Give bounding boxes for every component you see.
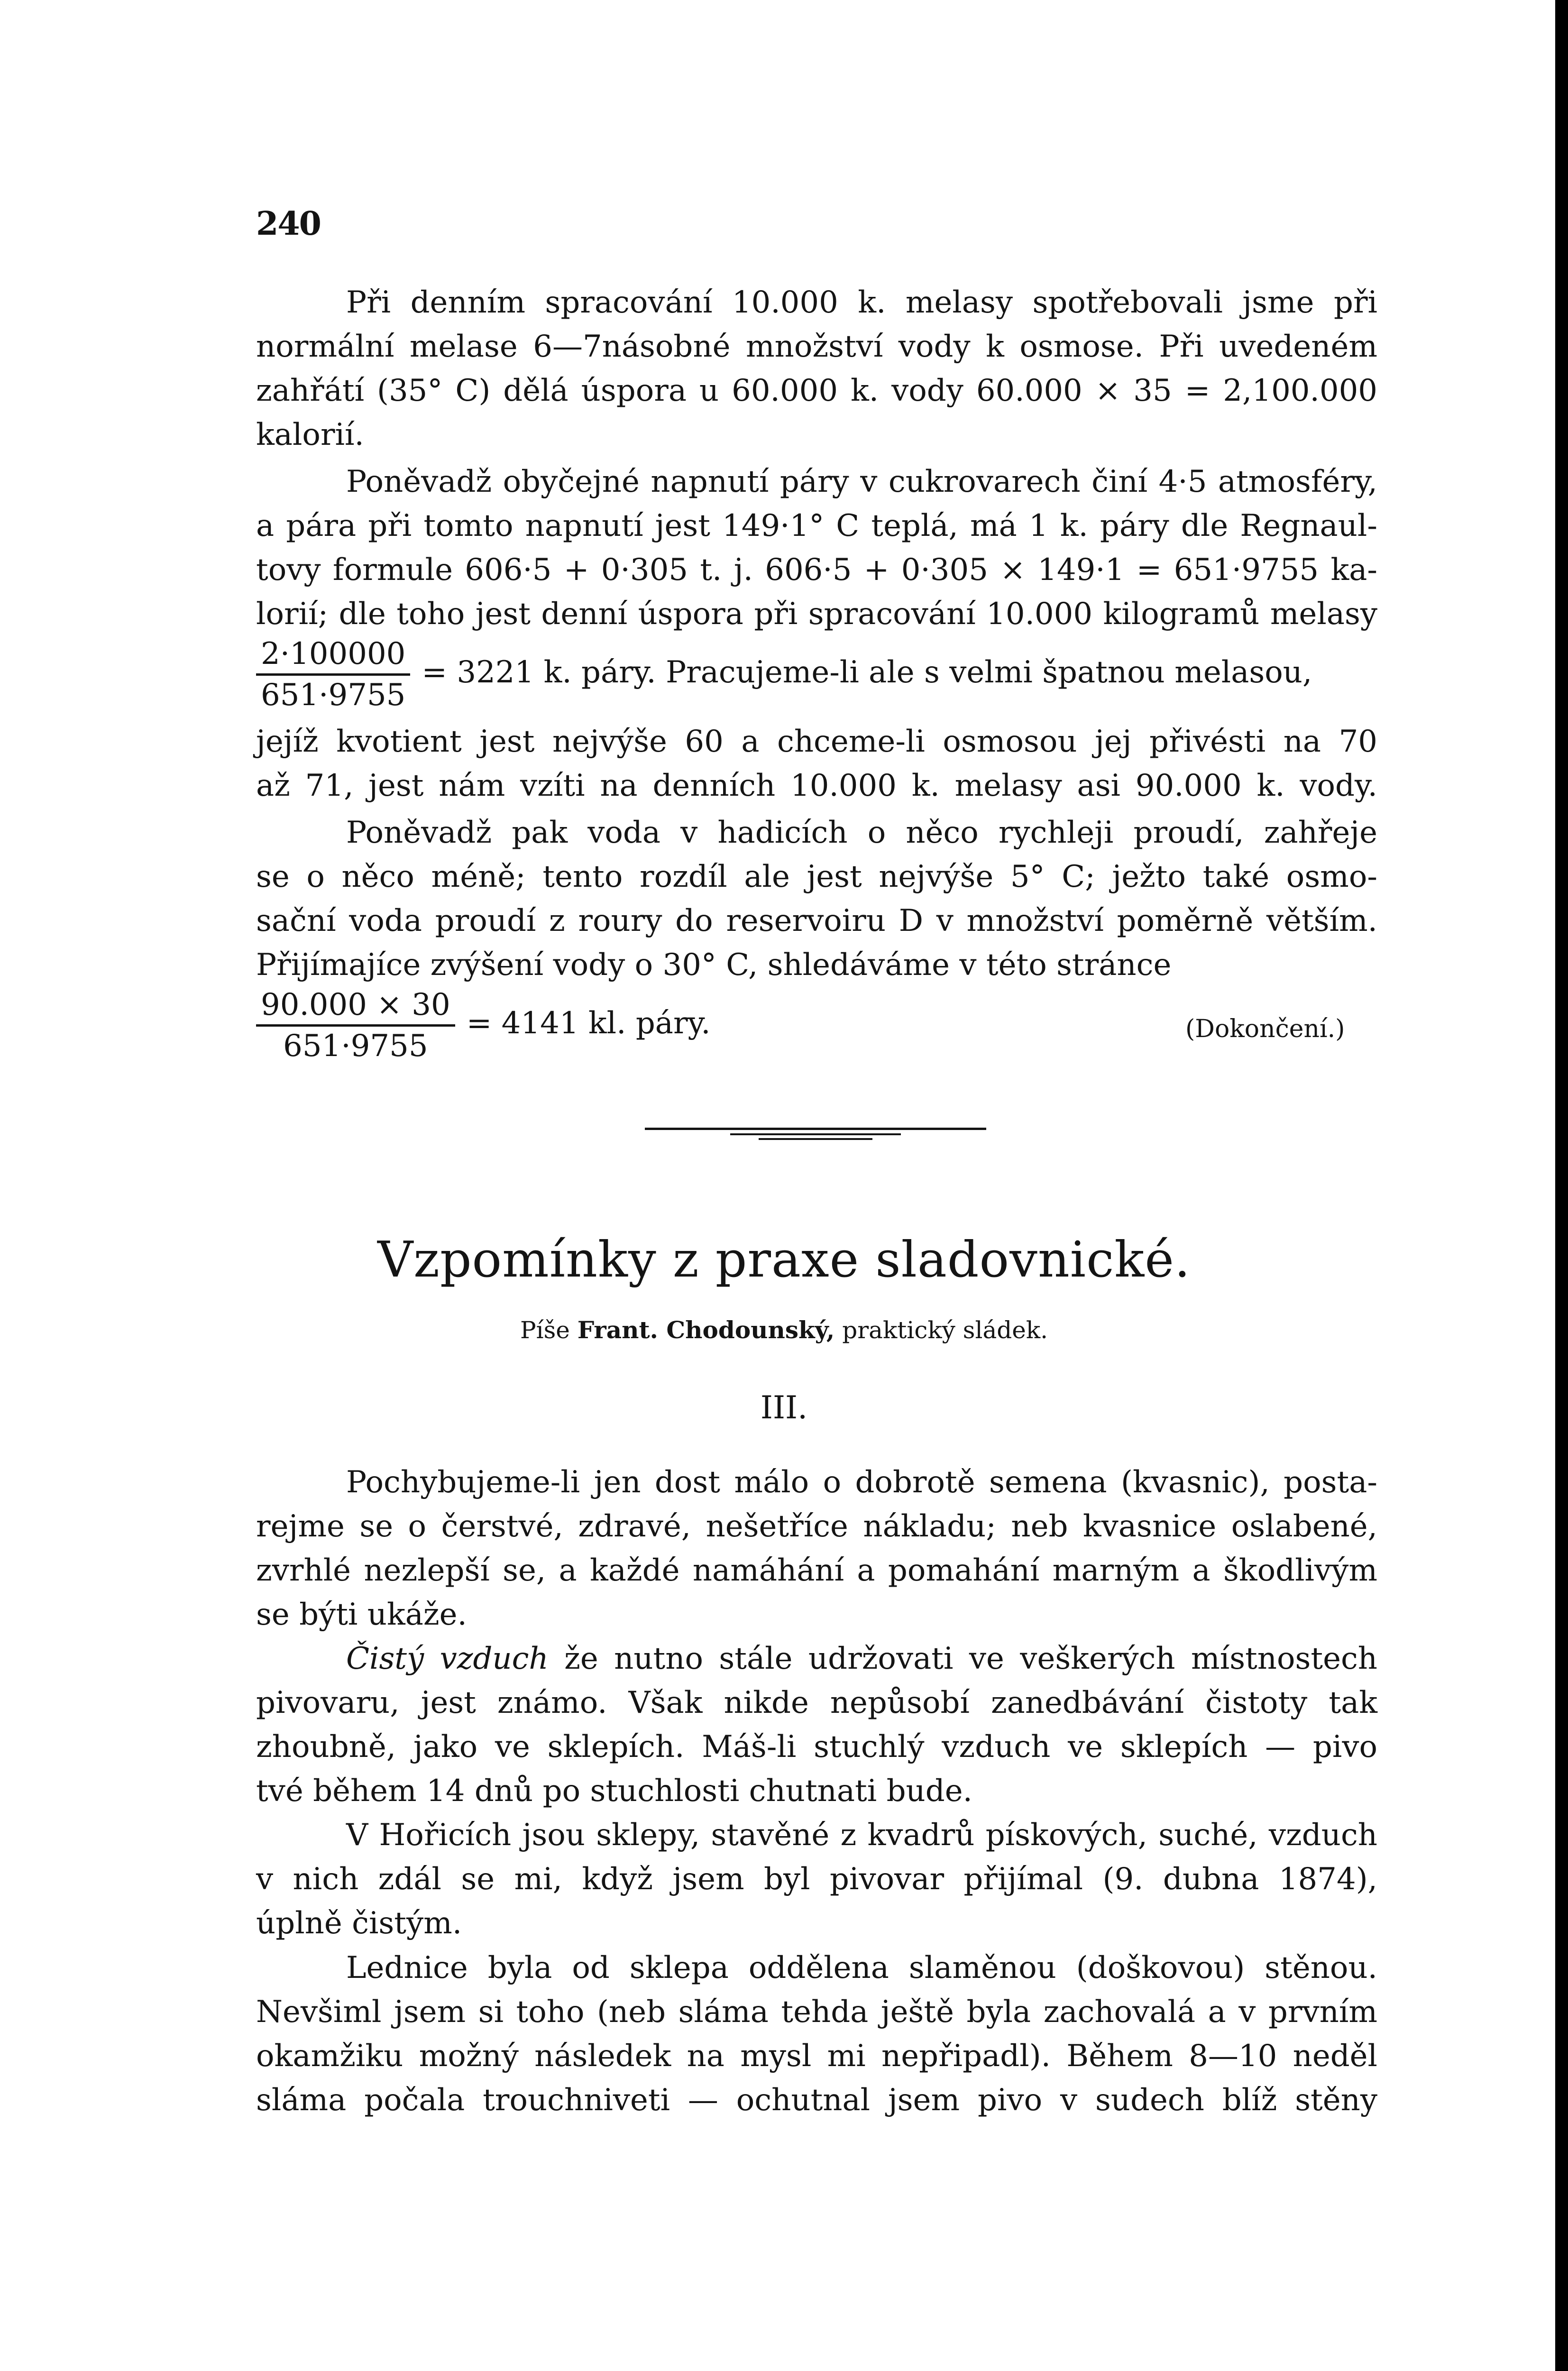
text-line: se býti ukáže.	[256, 1597, 467, 1632]
paragraph-quotient	[256, 720, 1377, 808]
text-line: Poněvadž obyčejné napnutí páry v cukrovarech činí 4·5 atmosféry,	[346, 464, 1377, 499]
text-line: pivovaru, jest známo. Však nikde nepůsobí zanedbávání čistoty tak	[256, 1685, 1377, 1720]
text-line: V Hořicích jsou sklepy, stavěné z kvadrů pískových, suché, vzduch	[346, 1818, 1377, 1853]
fraction-numerator: 2·100000	[256, 635, 410, 676]
fraction-denominator: 651·9755	[261, 678, 406, 713]
section-number: III.	[760, 1389, 808, 1426]
article-title: Vzpomínky z praxe sladovnické.	[377, 1231, 1191, 1288]
fraction-denominator: 651·9755	[283, 1029, 428, 1064]
paragraph-ice-house	[256, 1946, 1377, 2123]
text-line: jejíž kvotient jest nejvýše 60 a chceme-li osmosou jej přivésti na 70	[256, 724, 1377, 759]
text-line: úplně čistým.	[256, 1906, 462, 1941]
text-line: a pára při tomto napnutí jest 149·1° C teplá, má 1 k. páry dle Regnaul-	[256, 508, 1377, 543]
text-line: zhoubně, jako ve sklepích. Máš-li stuchlý vzduch ve sklepích — pivo	[256, 1729, 1377, 1764]
section-separator-rule	[645, 1128, 986, 1130]
text-line: zahřátí (35° C) dělá úspora u 60.000 k. vody 60.000 × 35 = 2,100.000	[256, 373, 1377, 408]
paragraph-clean-air	[256, 1637, 1377, 1813]
text-line: lorií; dle toho jest denní úspora při spracování 10.000 kilogramů melasy	[256, 597, 1377, 632]
text-line: sační voda proudí z roury do reservoiru D v množství poměrně větším.	[256, 903, 1377, 938]
byline-prefix: Píše	[520, 1316, 570, 1344]
text-line: Při denním spracování 10.000 k. melasy spotřebovali jsme při	[346, 285, 1377, 320]
text-line: Přijímajíce zvýšení vody o 30° C, shledáváme v této stránce	[256, 947, 1172, 983]
continued-note: (Dokončení.)	[1185, 1015, 1345, 1043]
section-separator-rule	[730, 1133, 901, 1135]
formula-result: = 3221 k. páry. Pracujeme-li ale s velmi špatnou melasou,	[422, 655, 1312, 690]
fraction	[256, 986, 455, 1065]
text-line: Nevšiml jsem si toho (neb sláma tehda ještě byla zachovalá a v prvním	[256, 1994, 1377, 2030]
page-number: 240	[256, 205, 321, 243]
text-line: Lednice byla od sklepa oddělena slaměnou (doškovou) stěnou.	[346, 1950, 1377, 1985]
text-line: tovy formule 606·5 + 0·305 t. j. 606·5 + 0·305 × 149·1 = 651·9755 ka-	[256, 552, 1377, 588]
text-line: Poněvadž pak voda v hadicích o něco rychleji proudí, zahřeje	[346, 815, 1377, 850]
section-separator-rule	[759, 1138, 872, 1140]
text-fragment: že nutno stále udržovati ve veškerých místnostech	[548, 1641, 1378, 1676]
fraction	[256, 635, 410, 714]
formula-steam-savings	[256, 635, 1377, 714]
text-line: až 71, jest nám vzíti na denních 10.000 k. melasy asi 90.000 k. vody.	[256, 768, 1377, 803]
text-line: se o něco méně; tento rozdíl ale jest nejvýše 5° C; ježto také osmo-	[256, 859, 1377, 894]
formula-result: = 4141 kl. páry.	[466, 1006, 711, 1041]
byline-suffix: praktický sládek.	[842, 1316, 1048, 1344]
emphasis-clean-air: Čistý vzduch	[346, 1641, 549, 1676]
text-line: rejme se o čerstvé, zdravé, nešetříce nákladu; neb kvasnice oslabené,	[256, 1509, 1377, 1544]
text-line: normální melase 6—7násobné množství vody k osmose. Při uvedeném	[256, 329, 1377, 364]
text-line: zvrhlé nezlepší se, a každé namáhání a pomahání marným a škodlivým	[256, 1553, 1377, 1588]
text-line	[256, 1637, 1377, 1681]
paragraph-horice-cellars	[256, 1813, 1377, 1946]
text-line: sláma počala trouchniveti — ochutnal jsem pivo v sudech blíž stěny	[256, 2083, 1377, 2118]
text-line: tvé během 14 dnů po stuchlosti chutnati bude.	[256, 1774, 972, 1809]
text-line: okamžiku možný následek na mysl mi nepřipadl). Během 8—10 neděl	[256, 2039, 1377, 2074]
text-line: kalorií.	[256, 417, 364, 452]
text-line: Pochybujeme-li jen dost málo o dobrotě semena (kvasnic), posta-	[346, 1465, 1377, 1500]
paragraph-hoses	[256, 811, 1377, 987]
author-name: Frant. Chodounský,	[577, 1316, 835, 1344]
scan-border	[1555, 0, 1568, 2371]
paragraph-yeast	[256, 1461, 1377, 1637]
fraction-numerator: 90.000 × 30	[256, 986, 455, 1027]
paragraph-osmosis-savings	[256, 281, 1377, 457]
paragraph-steam-pressure	[256, 460, 1377, 636]
article-byline	[0, 1316, 1568, 1344]
text-line: v nich zdál se mi, když jsem byl pivovar přijímal (9. dubna 1874),	[256, 1862, 1377, 1897]
